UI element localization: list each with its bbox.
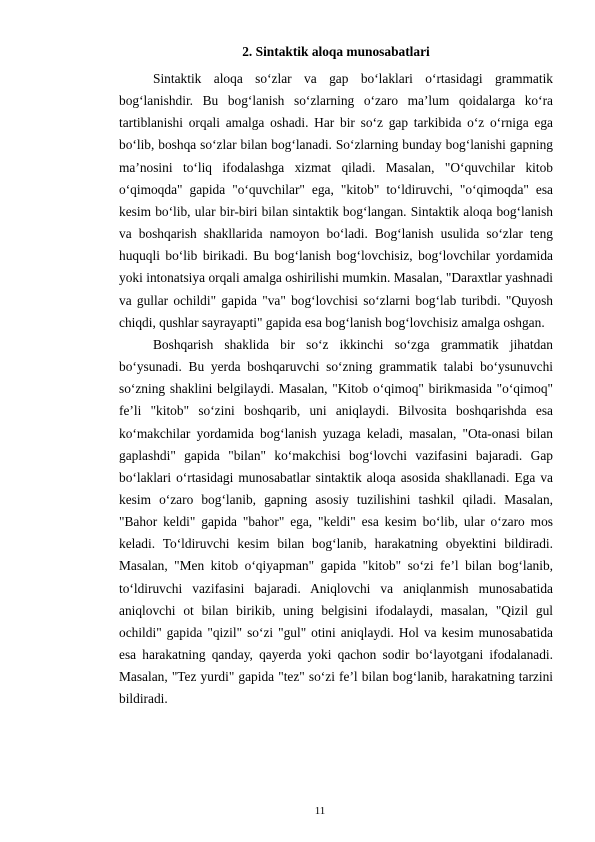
paragraph-2: Boshqarish shaklida bir so‘z ikkinchi so‘zga grammatik jihatdan bo‘ysunadi. Bu yerda boshqaruvchi so‘zning grammatik talabi bo‘ysunuvchi so‘zning shaklini belgilaydi. Masalan, "Kitob o‘qimoq" birikmasida "o‘qimoq" fe’li "kitob" so‘zini boshqarib, uni aniqlaydi. Bilvosita boshqarishda esa ko‘makchilar yordamida bog‘lanish yuzaga keladi, masalan, "Ota-onasi bilan gaplashdi" gapida "bilan" ko‘makchisi bog‘lovchi vazifasini bajaradi. Gap bo‘laklari o‘rtasidagi munosabatlar sintaktik aloqa asosida shakllanadi. Ega va kesim o‘zaro bog‘lanib, gapning asosiy tuzilishini tashkil qiladi. Masalan, "Bahor keldi" gapida "bahor" ega, "keldi" esa kesim bo‘lib, ular o‘zaro mos keladi. To‘ldiruvchi kesim bilan bog‘lanib, harakatning obyektini bildiradi. Masalan, "Men kitob o‘qiyapman" gapida "kitob" so‘zi fe’l bilan bog‘lanib, to‘ldiruvchi vazifasini bajaradi. Aniqlovchi va aniqlanmish munosabatida aniqlovchi ot bilan birikib, uning belgisini ifodalaydi, masalan, "Qizil gul ochildi" gapida "qizil" so‘zi "gul" otini aniqlaydi. Hol va kesim munosabatida esa harakatning qanday, qayerda yoki qachon sodir bo‘layotgani ifodalanadi. Masalan, "Tez yurdi" gapida "tez" so‘zi fe’l bilan bog‘lanib, harakatning tarzini bildiradi. [119, 336, 553, 707]
body-text [119, 68, 553, 711]
section-heading: 2. Sintaktik aloqa munosabatlari [242, 44, 430, 59]
page-number: 11 [314, 805, 326, 817]
paragraph-1: Sintaktik aloqa so‘zlar va gap bo‘laklari o‘rtasidagi grammatik bog‘lanishdir. Bu bog‘lanish so‘zlarning o‘zaro ma’lum qoidalarga ko‘ra tartiblanishi orqali amalga oshadi. Har bir so‘z gap tarkibida o‘z o‘rniga ega bo‘lib, boshqa so‘zlar bilan bog‘lanadi. So‘zlarning bunday bog‘lanishi gapning ma’nosini to‘liq ifodalashga xizmat qiladi. Masalan, "O‘quvchilar kitob o‘qimoqda" gapida "o‘quvchilar" ega, "kitob" to‘ldiruvchi, "o‘qimoqda" esa kesim bo‘lib, ular bir-biri bilan sintaktik bog‘langan. Sintaktik aloqa bog‘lanish va boshqarish shakllarida namoyon bo‘ladi. Bog‘lanish usulida so‘zlar teng huquqli bo‘lib birikadi. Bu bog‘lanish bog‘lovchisiz, bog‘lovchilar yordamida yoki intonatsiya orqali amalga oshirilishi mumkin. Masalan, "Daraxtlar yashnadi va gullar ochildi" gapida "va" bog‘lovchisi so‘zlarni bog‘lab turibdi. "Quyosh chiqdi, qushlar sayrayapti" gapida esa bog‘lanish bog‘lovchisiz amalga oshgan. [119, 71, 553, 330]
